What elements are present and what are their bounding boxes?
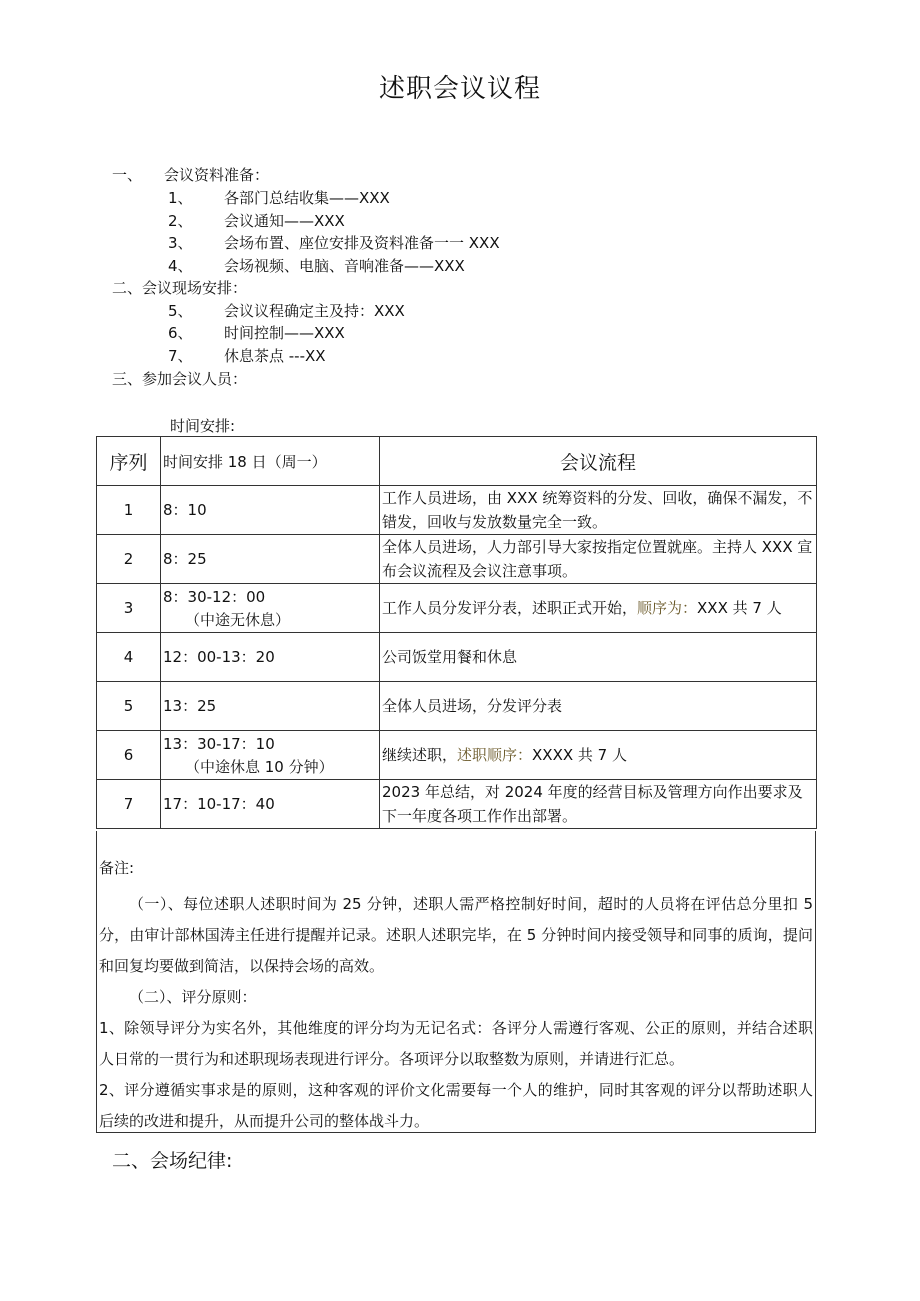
item-text: 会场视频、电脑、音响准备——XXX: [224, 257, 465, 275]
item-number: 2、: [168, 212, 193, 230]
notes-box: [96, 831, 816, 1133]
row-flow-tail: XXX 共 7 人: [697, 599, 782, 617]
row-time-value: 13：30-17：10: [163, 735, 275, 753]
header-flow: 会议流程: [380, 437, 817, 486]
table-row: [97, 633, 817, 682]
row-flow-text: 公司饭堂用餐和休息: [382, 648, 518, 666]
row-seq: 7: [97, 780, 161, 829]
row-flow-text: 继续述职，: [382, 746, 458, 764]
row-flow: [380, 731, 817, 780]
table-row: [97, 682, 817, 731]
header-seq: 序列: [97, 437, 161, 486]
row-time-value: 8：25: [163, 550, 207, 568]
row-flow-accent: 顺序为：: [637, 599, 698, 617]
row-time: [161, 731, 380, 780]
row-flow: [380, 584, 817, 633]
row-seq: 3: [97, 584, 161, 633]
row-time-value: 17：10-17：40: [163, 795, 275, 813]
item-text: 各部门总结收集——XXX: [224, 189, 390, 207]
venue-discipline-heading: 二、会场纪律:: [112, 1150, 233, 1172]
item-number: 5、: [168, 302, 193, 320]
table-row: [97, 486, 817, 535]
row-flow: [380, 633, 817, 682]
item-number: 1、: [168, 189, 193, 207]
row-seq: 5: [97, 682, 161, 731]
table-row: [97, 780, 817, 829]
row-time-value: 8：10: [163, 501, 207, 519]
item-text: 时间控制——XXX: [224, 324, 345, 342]
table-row: [97, 731, 817, 780]
notes-paragraph: （二）、评分原则：: [129, 988, 257, 1006]
row-flow-text: 全体人员进场，分发评分表: [382, 697, 563, 715]
row-time: [161, 535, 380, 584]
notes-paragraph: 2、评分遵循实事求是的原则，这种客观的评价文化需要每一个人的维护，同时其客观的评分以帮助述职人后续的改进和提升，从而提升公司的整体战斗力。: [99, 1081, 813, 1130]
row-flow-tail: XXXX 共 7 人: [532, 746, 627, 764]
section-3-heading: 三、参加会议人员：: [112, 370, 248, 388]
row-seq: 4: [97, 633, 161, 682]
row-time: [161, 780, 380, 829]
row-seq: 2: [97, 535, 161, 584]
row-time-value: 13：25: [163, 697, 217, 715]
section-1-heading: 会议资料准备：: [164, 166, 270, 184]
row-flow-text: 工作人员进场，由 XXX 统筹资料的分发、回收，确保不漏发，不错发，回收与发放数量完全一致。: [382, 489, 813, 531]
row-flow-accent: 述职顺序：: [457, 746, 533, 764]
item-text: 休息茶点 ---XX: [224, 347, 326, 365]
item-number: 3、: [168, 234, 193, 252]
row-time-note: （中途休息 10 分钟）: [185, 758, 334, 776]
item-text: 会场布置、座位安排及资料准备一一 XXX: [224, 234, 500, 252]
item-text: 会议通知——XXX: [224, 212, 345, 230]
row-flow-text: 全体人员进场，人力部引导大家按指定位置就座。主持人 XXX 宣布会议流程及会议注意事项。: [382, 538, 813, 580]
notes-paragraph: （一）、每位述职人述职时间为 25 分钟，述职人需严格控制好时间，超时的人员将在评估总分里扣 5 分，由审计部林国涛主任进行提醒并记录。述职人述职完毕，在 5 分钟时间内接受领导和同事的质询，提问和回复均要做到简洁，以保持会场的高效。: [99, 895, 813, 975]
notes-label: 备注:: [99, 859, 135, 877]
notes-paragraph: 1、除领导评分为实名外，其他维度的评分均为无记名式：各评分人需遵行客观、公正的原则，并结合述职人日常的一贯行为和述职现场表现进行评分。各项评分以取整数为原则，并请进行汇总。: [99, 1019, 813, 1068]
row-time: [161, 633, 380, 682]
notes-body: [99, 889, 813, 1137]
table-header-row: [97, 437, 817, 486]
row-flow-text: 2023 年总结，对 2024 年度的经营目标及管理方向作出要求及下一年度各项工作作出部署。: [382, 783, 803, 825]
item-number: 4、: [168, 257, 193, 275]
schedule-table: [96, 436, 817, 829]
item-text: 会议议程确定主及持：XXX: [224, 302, 405, 320]
header-time: 时间安排 18 日（周一）: [161, 437, 380, 486]
table-row: [97, 535, 817, 584]
row-time: [161, 682, 380, 731]
section-2-heading: 二、会议现场安排：: [112, 279, 248, 297]
row-time-value: 8：30-12：00: [163, 588, 266, 606]
table-row: [97, 584, 817, 633]
row-seq: 1: [97, 486, 161, 535]
section-1-number: 一、: [112, 166, 143, 184]
item-number: 6、: [168, 324, 193, 342]
row-time: [161, 584, 380, 633]
row-flow: [380, 535, 817, 584]
row-time-value: 12：00-13：20: [163, 648, 275, 666]
item-number: 7、: [168, 347, 193, 365]
row-flow-text: 工作人员分发评分表，述职正式开始，: [382, 599, 638, 617]
row-time-note: （中途无休息）: [185, 611, 291, 629]
row-flow: [380, 780, 817, 829]
row-seq: 6: [97, 731, 161, 780]
time-schedule-label: 时间安排:: [170, 417, 236, 435]
row-time: [161, 486, 380, 535]
document-title: 述职会议议程: [378, 74, 541, 104]
row-flow: [380, 486, 817, 535]
row-flow: [380, 682, 817, 731]
